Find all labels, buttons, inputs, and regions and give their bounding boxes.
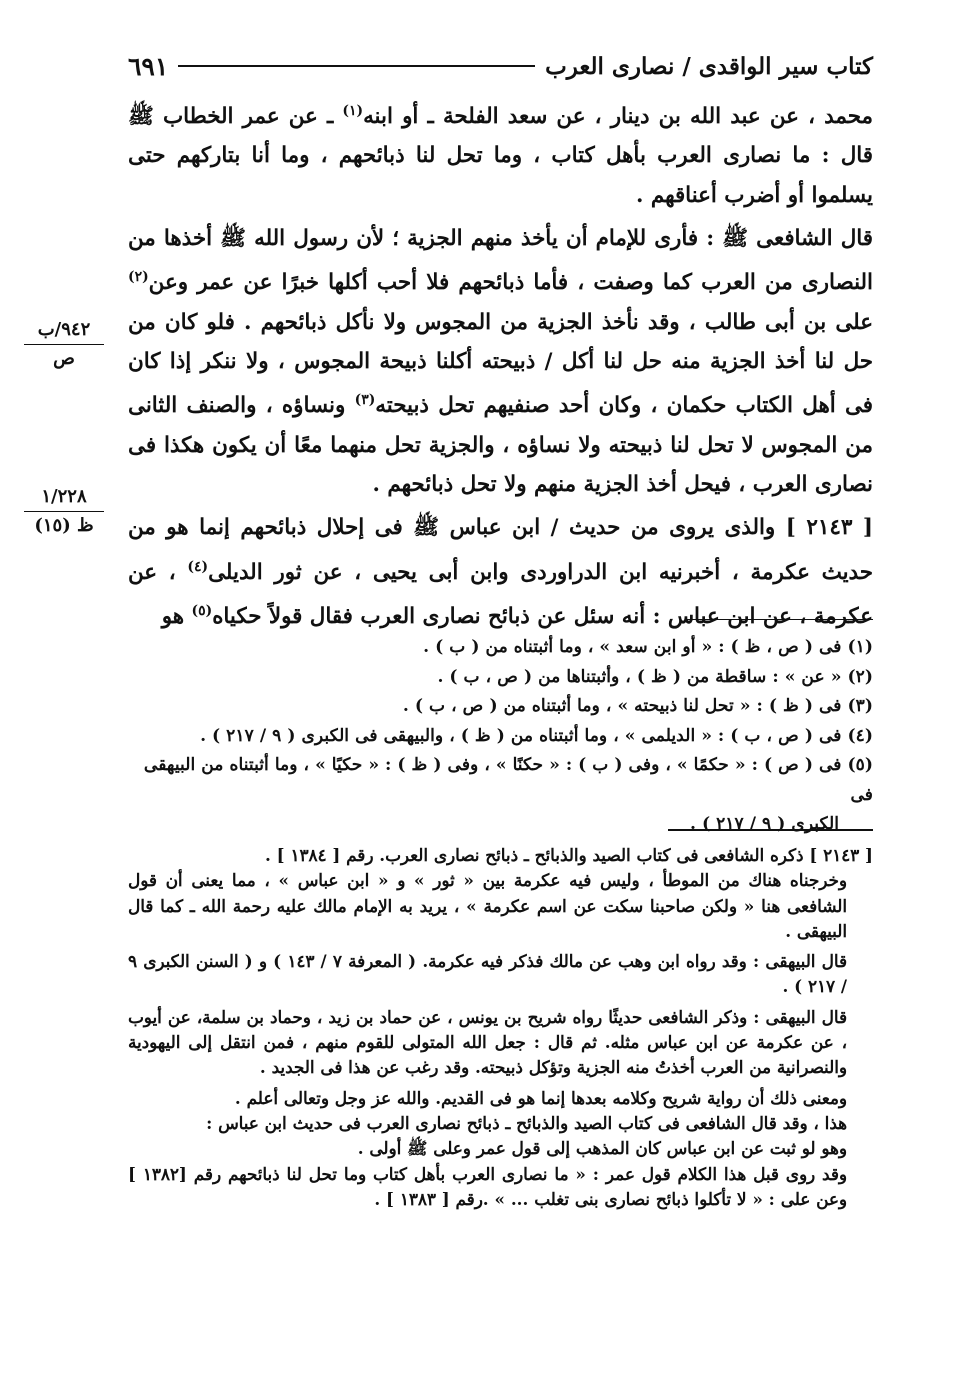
p3-text-c: هو xyxy=(161,604,192,630)
p2-keyword: قال الشافعى ﷺ : xyxy=(706,226,873,252)
footnote-text: فى ( ظ ) : « تحل لنا ذبيحته » ، وما أثبتناه من ( ص ، ب ) . xyxy=(402,696,842,716)
footnote xyxy=(128,633,873,663)
p1-text-b: ـ عن عمر الخطاب ﷺ قال : ما نصارى العرب بأهل كتاب ، وما تحل لنا ذبائحهم ، وما أنا بتاركهم حتى يسلموا أو أضرب أعناقهم . xyxy=(128,104,873,208)
footnote-text: فى ( ص ) : « حكمًا » ، وفى ( ب ) : « حكنًا » ، وفى ( ظ ) : « حكيًا » ، وما أثبتناه من البيهقى فى xyxy=(143,755,873,805)
footnote-number: (٤) xyxy=(847,725,873,746)
footnote xyxy=(128,722,873,752)
commentary-paragraph: قال البيهقى : وذكر الشافعى حديثًا رواه شريح بن يونس ، عن حماد بن زيد ، وحماد بن سلمة، عن أيوب ، عن عكرمة عن ابن عباس مثله. ثم قال : جعل الله المتولى للقوم منهم ، فمن انتقل إلى اليهودية والنصرانية من العرب أخذتُ منه الجزية وتؤكل ذبيحته. وقد رغب عن هذا فى الجديد . xyxy=(128,1006,847,1078)
p3-text-b: ، عن عكرمة ، عن ابن عباس : أنه سئل عن ذبائح نصارى العرب فقال قولاً حكياه xyxy=(128,559,873,630)
book-title: كتاب سير الواقدى / نصارى العرب xyxy=(545,52,873,80)
paragraph-3 xyxy=(128,508,873,636)
footnote xyxy=(128,663,873,693)
footnote-ref-4: (٤) xyxy=(187,558,209,575)
margin-mark-1 xyxy=(24,318,104,371)
p2-text-a: فأرى للإمام أن يأخذ منهم الجزية ؛ لأن رسول الله ﷺ أخذها من النصارى من العرب كما وصفت ، فأما ذبائحهم فلا أحب أكلها خبرًا عن عمر وعن xyxy=(128,226,873,296)
p2-text-c: ونساؤه ، والصنف الثانى من المجوس لا تحل لنا ذبيحته ولا نساؤه ، والجزية تحل منهما معًا أن يكون هكذا فى نصارى العرب ، فيحل أخذ الجزية منهم ولا تحل ذبائحهم . xyxy=(128,393,873,498)
paragraph-2 xyxy=(128,219,873,504)
footnote xyxy=(128,692,873,722)
footnote-text: فى ( ص ، ب ) : « الديلمى » ، وما أثبتناه من ( ظ ) ، والبيهقى فى الكبرى ( ٩ / ٢١٧ ) . xyxy=(200,725,842,746)
p3-text-a: والذى يروى من حديث / ابن عباس ﷺ فى إحلال ذبائحهم إنما هو من حديث عكرمة ، أخبرنيه ابن الدراوردى وابن أبى يحيى ، عن ثور الديلى xyxy=(128,515,873,585)
footnote-number: (١) xyxy=(847,637,873,657)
p3-number: [ ٢١٤٣ ] xyxy=(785,515,873,541)
footnote-ref-5: (٥) xyxy=(191,603,213,620)
footnote-number: (٣) xyxy=(847,696,873,716)
page-number: ٦٩١ xyxy=(128,51,169,81)
commentary-paragraph: قال البيهقى : وقد رواه ابن وهب عن مالك فذكر فيه عكرمة. ( المعرفة ٧ / ١٤٣ ) و ( السنن الكبرى ٩ / ٢١٧ ) . xyxy=(128,951,848,997)
commentary-separator xyxy=(668,829,873,831)
commentary-paragraph: وهو لو ثبت عن ابن عباس كان المذهب إلى قول عمر وعلى ﷺ أولى . xyxy=(357,1138,847,1159)
margin-mark-2-bottom: ظ (١٥) xyxy=(34,515,94,536)
footnote-ref-1: (١) xyxy=(342,103,364,119)
commentary-paragraph: وقد روى قبل هذا الكلام قول عمر : « ما نصارى العرب بأهل كتاب وما تحل لنا ذبائحهم رقم [١٣٨٢ ] وعن على : « لا تأكلوا ذبائح نصارى بنى تغلب ... » .رقم [ ١٣٨٣ ] . xyxy=(128,1163,847,1209)
footnote-number: (٢) xyxy=(847,666,873,687)
footnote-separator xyxy=(686,619,873,620)
footnote-ref-3: (٣) xyxy=(354,392,376,409)
commentary-heading: [ ٢١٤٣ ] ذكره الشافعى فى كتاب الصيد والذبائح ـ ذبائح نصارى العرب. رقم [ ١٣٨٤ ] . xyxy=(264,845,873,865)
commentary-paragraph: وخرجناه هناك من الموطأ ، وليس فيه عكرمة بين « ثور » و « ابن عباس » ، مما يعنى أن قول الشافعى هنا « ولكن صاحبنا سكت عن اسم عكرمة » ، يريد به الإمام مالك عليه رحمة الله ـ كما قال البيهقى . xyxy=(128,870,847,941)
margin-mark-2 xyxy=(24,485,104,538)
footnote-ref-2: (٢) xyxy=(128,269,149,286)
header-rule xyxy=(178,65,535,67)
footnotes xyxy=(128,633,873,840)
commentary-paragraph: ومعنى ذلك أن رواية شريح وكلامه بعدها إنما هو فى القديم. والله عز وجل وتعالى أعلم . xyxy=(234,1087,847,1108)
margin-mark-1-bottom: ص xyxy=(53,348,75,369)
paragraph-1 xyxy=(128,92,873,215)
footnote-text: « عن » : ساقطة من ( ظ ) ، وأثبتناها من ( ص ، ب ) . xyxy=(437,666,842,687)
footnote xyxy=(128,751,873,840)
commentary xyxy=(128,843,873,1212)
p2-text-b: على بن أبى طالب ، وقد نأخذ الجزية من المجوس ولا نأكل ذبائحهم . فلو كان من حل لنا أخذ الجزية منه حل لنا أكل / ذبيحته أكلنا ذبيحة المجوس ، ولا ننكر إذا كان فى أهل الكتاب حكمان ، وكان أحد صنفيهم تحل ذبيحته xyxy=(128,309,874,419)
running-header xyxy=(128,48,873,84)
main-text xyxy=(128,92,873,636)
footnote-number: (٥) xyxy=(847,755,873,775)
p1-text-a: محمد ، عن عبد الله بن دينار ، عن سعد الفلحة ـ أو ابنه xyxy=(363,104,874,130)
commentary-paragraph: هذا ، وقد قال الشافعى فى كتاب الصيد والذبائح ـ ذبائح نصارى العرب فى حديث ابن عباس : xyxy=(206,1112,847,1133)
footnote-text: فى ( ص ، ظ ) : « أو ابن سعد » ، وما أثبتناه من ( ب ) . xyxy=(423,637,842,657)
margin-mark-1-top: ٩٤٢/ب xyxy=(24,318,104,345)
footnote-continuation: الكبرى ( ٩ / ٢١٧ ) . xyxy=(689,814,839,834)
margin-mark-2-top: ١/٢٢٨ xyxy=(24,485,104,512)
